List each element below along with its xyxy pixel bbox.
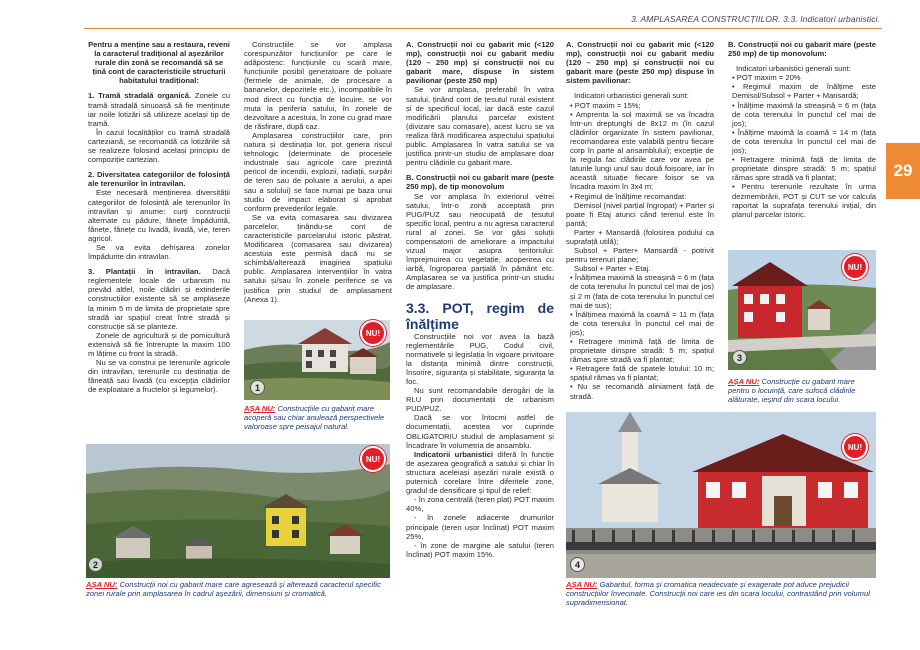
s3-p1: Dacă reglementele locale de urbanism nu prevăd altfel, noile clădiri și extinderile construcțiilor existente să se amplaseze la minim 5 m de limita de proprietate spre stradă iar spațiul creat între stradă și construcție să se planteze.: [88, 267, 230, 331]
pot-p2: Nu sunt recomandabile derogări de la RLU prin documentații de urbanism PUD/PUZ.: [406, 386, 554, 414]
col4-b3: • Regimul de înălțime recomandat:: [570, 191, 687, 201]
s2-title: 2. Diversitatea categoriilor de folosință ale terenurilor în intravilan.: [88, 170, 230, 189]
pot-list-2: - în zonele adiacente drumurilor principale (teren ușor înclinat) POT maxim 25%,: [406, 513, 554, 541]
pot-p4-lead: Indicatorii urbanistici: [414, 449, 494, 459]
photo-4-nu-badge: NU!: [842, 434, 868, 460]
caption-1: [244, 404, 392, 431]
page-number: 29: [893, 161, 913, 180]
pot-list-3: - în zone de margine ale satului (teren înclinat) POT maxim 15%.: [406, 540, 554, 559]
column-1: [88, 40, 230, 394]
col2-p1: Construcțiile se vor amplasa corespunzător funcțiunilor pe care le adăpostesc: funcțiunile cu scară mare, funcțiunile posibil generatoare de poluare (fermele de animale, de procesare a bananelor, depozitele etc.), incompatibile în mod direct cu funcția de locuire, se vor muta la periferia satului, în zonele de dezvoltare a acestuia, în zone cu grad mare de răsfirare, după caz.: [244, 40, 392, 131]
caption-3-text: Construcție cu gabarit mare pentru o locuință, care sufocă clădirile alăturate, ieșind din scara locului.: [728, 377, 856, 404]
s1-p1: Zonele cu tramă stradală sinuoasă să fie menținute iar noile lotizări să utilizeze același tip de tramă.: [88, 91, 230, 128]
pot-p1: Construcțiile noi vor avea la bază reglementările PUG, Codul civil, normativele și legislația în vigoare privitoare la distanța minimă dintre construcții, însorire, siguranța și stabilitate, siguranța la foc.: [406, 331, 554, 386]
photo-4-number: 4: [570, 557, 585, 572]
col4-b3-2: Parter + Mansardă (folosirea podului ca suprafață utilă);: [566, 227, 714, 246]
photo-3-number: 3: [732, 350, 747, 365]
column-5: [728, 40, 876, 219]
header-rule: [84, 28, 882, 29]
photo-2-number: 2: [88, 557, 103, 572]
pot-heading: 3.3. POT, regim de înălțime: [406, 299, 554, 332]
header-chapter: 3. AMPLASAREA CONSTRUCȚIILOR.: [631, 14, 781, 24]
caption-3-lead: AȘA NU:: [728, 377, 760, 386]
pot-p4-rest: diferă în funcție de așezarea geografică a satului și chiar în structura aceleiași așezări rurale există o puternică corelare între diferitele zone, gradul de densificare și tipul de relief:: [406, 449, 554, 496]
col4-b7: • Retragere față de spatele lotului: 10 m; spațiul rămas va fi plantat;: [570, 364, 714, 383]
caption-1-text: Construcțiile cu gabarit mare acoperă sau chiar anulează perspectivele valoroase spre peisajul natural.: [244, 404, 385, 431]
col2-p2: Amplasarea construcțiilor care, prin natura și destinația lor, pot genera riscul tehnologic (determinate de procesele industriale sau agricole care prezintă pericol de incendii, explozii, radiații, surpări de teren sau de poluare a aerului, a apei sau a solului) se face numai pe baza unui studiu de impact elaborat și aprobat conform prevederilor legale.: [244, 130, 392, 213]
s3-title: 3. Plantații în intravilan.: [88, 267, 201, 277]
s2-p2: Se va evita defrișarea zonelor împădurite din intravilan.: [88, 242, 230, 262]
photo-4-red-building-near-church: [566, 412, 876, 578]
header-section: 3.3. Indicatori urbanistici.: [783, 14, 880, 24]
col5-ind-lead: Indicatori urbanistici generali sunt:: [736, 64, 851, 74]
col4-title: A. Construcții noi cu gabarit mic (<120 mp), construcții noi cu gabarit mediu (120 – 250 mp) și construcții noi cu gabarit mare (peste 250 mp) dispuse în sistem pavilionar:: [566, 40, 714, 86]
col3-a-p1: Se vor amplasa, preferabil în vatra satului, ținând cont de țesutul rural existent și de specificul local, iar dacă este cazul modificării planului parcelar existent (divizare sau comasare), acest lucru se va realiza fără modificarea aspectului spațiului public. Amplasarea în vatra satului se va justifica printr-un studiu de amplasare doar pentru clădirile cu gabarit mare.: [406, 85, 554, 168]
running-header: [631, 14, 880, 24]
column-4: [566, 40, 714, 401]
col5-title: B. Construcții noi cu gabarit mare (peste 250 mp) de tip monovolum:: [728, 40, 876, 59]
caption-2-lead: AȘA NU:: [86, 580, 118, 589]
col4-b3-4: Subsol + Parter + Etaj.: [574, 264, 651, 274]
column-3: [406, 40, 554, 559]
column-2: [244, 40, 392, 304]
col4-b2: • Amprenta la sol maximă se va încadra într-un dreptunghi de 8x12 m (în cazul clădirilor organizate în sistem pavilionar, recomandarea este valabilă pentru fiecare corp în parte al ansamblului); excepție de la regula fac clădirile care vor avea pe laturile lungi unul sau două foișoare, iar în această situație fiecare foișor se va încadra maxim în 3x4 m;: [570, 109, 714, 192]
photo-3-nu-badge: NU!: [842, 254, 868, 280]
caption-1-lead: AȘA NU:: [244, 404, 276, 413]
col5-b4: • Înălțime maximă la coamă = 14 m (fața de cota terenului în punctul cel mai de jos);: [732, 127, 876, 156]
s2-p1: Este necesară menținerea diversității categoriilor de folosință ale terenurilor în intravilan și anume: curți construcții alternate cu pădure, fânețe împădurită, fânețe, fânețe cu livadă, livadă, vie, teren agricol.: [88, 188, 230, 243]
col4-b5: • Înălțimea maximă la coamă = 11 m (fața de cota terenului în punctul cel mai de jos);: [570, 309, 714, 337]
col3-b-p1: Se vor amplasa în exteriorul vetrei satului, într-o zonă acceptată prin PUG/PUZ sau neocupată de țesutul specific local, pentru a nu agresa caracterul rural al zonei. Se vor găsi soluții compensatorii de ameliorare a impactului vizual major asupra teritoriului: împrejmuirea cu vegetație, acoperirea cu iarbă, îngroparea parțială în pământ etc. Amplasarea se va justifica printr-un studiu de amplasare.: [406, 191, 554, 292]
col5-b1: • POT maxim = 20%: [732, 73, 801, 83]
pot-p3: Dacă se vor întocmi astfel de documentații, acestea vor cuprinde OBLIGATORIU studiul de amplasament și încadrare în volumetria de ansamblu.: [406, 413, 554, 450]
col4-b4: • Înălțimea maximă la streașină = 6 m (fața de cota terenului în punctul cel mai de jos) și 2 m (fața de cota terenului în punctul cel mai de sus);: [570, 273, 714, 310]
col5-b6: • Pentru terenurile rezultate în urma dezmembrării, POT și CUT se vor calcula raportat la suprafața terenului inițial, din planul parcelar istoric.: [732, 182, 876, 219]
photo-2-village-panorama: [86, 444, 390, 578]
col1-intro: Pentru a menține sau a restaura, reveni la caracterul tradițional al așezărilor rurale din zonă se recomandă să se țină cont de caracteristicile structurii habitatului tradițional:: [88, 40, 230, 86]
s3-p2: Zonele de agricultură și de pomicultură extensivă să fie întrerupte la maxim 100 m lățime cu front la stradă.: [88, 330, 230, 358]
pot-list-1: - în zona centrală (teren plat) POT maxim 40%,: [406, 495, 554, 514]
col4-b8: • Nu se recomandă aliniament față de stradă.: [570, 382, 714, 401]
col4-b1: • POT maxim = 15%;: [570, 100, 641, 110]
caption-2-text: Construcții noi cu gabarit mare care agresează și alterează caracterul specific zonei rurale prin amplasarea în cadrul așezării, dimensiuni și cromatică.: [86, 580, 381, 598]
caption-4-text: Gabaritul, forma și cromatica neadecvate și exagerate pot aduce prejudicii construcțiilor învecinate. Construcții noi care ies din scara locului, contrastând prin volumul supradimensionat.: [566, 580, 870, 607]
col4-b3-1: Demisol (nivel parțial îngropat) + Parter și poate fi Etaj atunci când terenul este în pantă;: [566, 200, 714, 228]
caption-4-lead: AȘA NU:: [566, 580, 598, 589]
col4-ind-lead: Indicatori urbanistici generali sunt:: [574, 91, 689, 101]
photo-1-number: 1: [250, 380, 265, 395]
s3-p3: Nu se va construi pe terenurile agricole din intravilan, terenurile cu destinația de fâneață sau livadă (cu excepția clădirilor de exploatare a fructelor și legumelor).: [88, 358, 230, 395]
col3-a-title: A. Construcții noi cu gabarit mic (<120 mp), construcții noi cu gabarit mediu (120 – 250 mp) și construcții noi cu gabarit mare, dispuse în sistem pavilionar (peste 250 mp): [406, 40, 554, 86]
col4-b6: • Retragere minimă față de limita de proprietate dinspre stradă: 5 m; spațiul rămas spre stradă va fi plantat;: [570, 337, 714, 365]
caption-4: [566, 580, 876, 607]
s1-title: 1. Tramă stradală organică.: [88, 91, 192, 101]
s1-p2: În cazul localităților cu tramă stradală carteziană, se recomandă ca lotizările să se realizeze folosind același principiu de compoziție cartezian.: [88, 127, 230, 165]
caption-3: [728, 377, 878, 404]
page-number-tab: [886, 143, 920, 199]
col5-b5: • Retragere minimă față de limita de proprietate dinspre stradă: 5 m; spațiul rămas spre stradă va fi plantat;: [732, 155, 876, 183]
col5-b3: • Înălțime maximă la streașină = 6 m (fața de cota terenului în punctul cel mai de jos);: [732, 100, 876, 128]
col3-b-title: B. Construcții noi cu gabarit mare (peste 250 mp), de tip monovolum: [406, 173, 554, 192]
col5-b2: • Regimul maxim de înălțime este Demisol/Subsol + Parter + Mansardă;: [732, 82, 876, 101]
caption-2: [86, 580, 390, 598]
photo-1-nu-badge: NU!: [360, 320, 386, 346]
photo-2-nu-badge: NU!: [360, 446, 386, 472]
col2-p3: Se va evita comasarea sau divizarea parcelelor, ținându-se cont de caracteristicile parcelarului istoric păstrat. Modificarea (comasarea sau divizarea) acestuia este permisă dacă nu se schimbă/alterează imaginea spațiului public. Amplasarea intervențiilor în vatra satului și/sau în zonele periferice se va justifica prin studiul de amplasament (Anexa 1).: [244, 212, 392, 304]
col4-b3-3: Subsol + Parter+ Mansardă - potrivit pentru terenuri plane;: [566, 246, 714, 265]
